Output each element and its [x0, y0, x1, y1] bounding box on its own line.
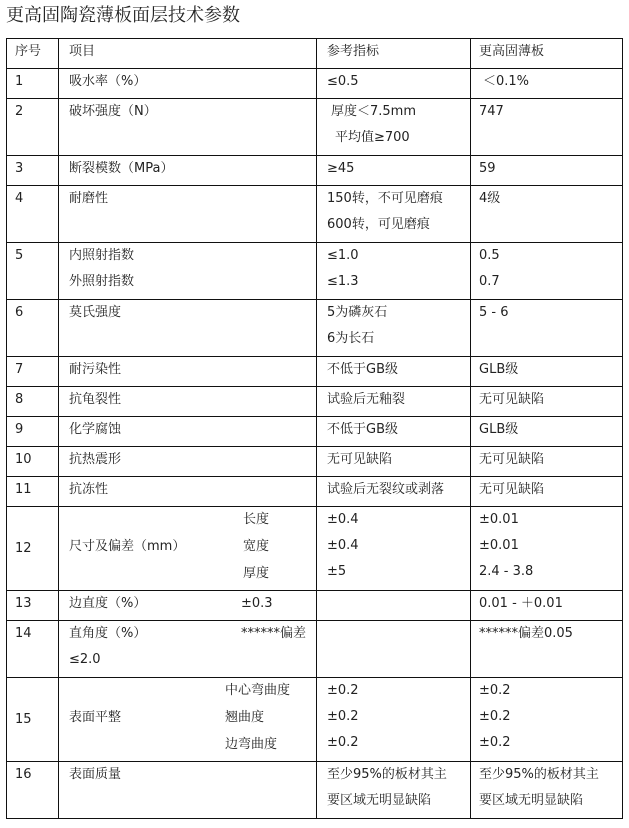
- row-ref: [317, 243, 471, 300]
- row-item: 抗冻性: [59, 477, 317, 507]
- row-value: 4级: [471, 186, 623, 243]
- row-item: 断裂模数（MPa）: [59, 156, 317, 186]
- row-value-line: 要区域无明显缺陷: [479, 793, 584, 808]
- row-item: 破坏强度（N）: [59, 99, 317, 156]
- row-no: 8: [7, 387, 59, 417]
- row-ref-line: 厚度＜7.5mm: [331, 104, 417, 119]
- table-row: [7, 387, 623, 417]
- row-item-line: 外照射指数: [69, 274, 135, 289]
- row-item: 表面质量: [59, 762, 317, 819]
- row-no: 5: [7, 243, 59, 300]
- row-item: [59, 678, 317, 762]
- row-ref: [317, 678, 471, 762]
- row-ref-empty: [317, 591, 471, 621]
- row-item-cont: ≤2.0: [69, 652, 101, 667]
- row-ref-empty: [317, 621, 471, 678]
- row-no: 1: [7, 69, 59, 99]
- row-no: 12: [7, 507, 59, 591]
- row-ref: ≤0.5: [317, 69, 471, 99]
- row-ref-line: 平均值≥700: [335, 130, 410, 145]
- row-item: [59, 243, 317, 300]
- row-item-label: 表面平整: [69, 710, 122, 725]
- row-item: 耐污染性: [59, 357, 317, 387]
- row-no: 4: [7, 186, 59, 243]
- header-reference: 参考指标: [317, 39, 471, 69]
- row-value: 无可见缺陷: [471, 447, 623, 477]
- row-sub-label: 中心弯曲度: [225, 683, 291, 698]
- row-no: 11: [7, 477, 59, 507]
- row-item: [59, 507, 317, 591]
- table-header-row: [7, 39, 623, 69]
- row-value: 59: [471, 156, 623, 186]
- table-row: [7, 156, 623, 186]
- row-ref-line: ±0.2: [327, 735, 359, 750]
- row-ref-line: ±0.2: [327, 709, 359, 724]
- row-sub-label: 厚度: [243, 566, 270, 581]
- row-ref: 不低于GB级: [317, 417, 471, 447]
- row-value-line: 至少95%的板材其主: [479, 767, 599, 782]
- row-ref-line: ±0.4: [327, 512, 359, 527]
- row-no: 13: [7, 591, 59, 621]
- row-ref-line: 6为长石: [327, 331, 375, 346]
- row-ref: 试验后无裂纹或剥落: [317, 477, 471, 507]
- row-no: 14: [7, 621, 59, 678]
- row-ref-line: 5为磷灰石: [327, 305, 388, 320]
- row-ref-line: 要区域无明显缺陷: [327, 793, 432, 808]
- row-item: 耐磨性: [59, 186, 317, 243]
- row-item: [59, 621, 317, 678]
- row-value: GLB级: [471, 357, 623, 387]
- row-value-text: ＜0.1%: [483, 74, 530, 89]
- row-ref-line: ≤1.0: [327, 248, 359, 263]
- row-ref-line: ±5: [327, 564, 347, 579]
- row-no: 15: [7, 678, 59, 762]
- row-value-line: 0.7: [479, 274, 500, 289]
- row-no: 3: [7, 156, 59, 186]
- row-value: [471, 507, 623, 591]
- row-item-label: 直角度（%）: [69, 626, 147, 641]
- row-value: 无可见缺陷: [471, 477, 623, 507]
- row-value-line: ±0.2: [479, 709, 511, 724]
- row-item-label: 边直度（%）: [69, 596, 147, 611]
- table-row: [7, 621, 623, 678]
- table-row: [7, 186, 623, 243]
- page-title: 更高固陶瓷薄板面层技术参数: [6, 5, 240, 26]
- table-row: [7, 357, 623, 387]
- row-ref-line: ±0.2: [327, 683, 359, 698]
- row-value: [471, 243, 623, 300]
- row-value: GLB级: [471, 417, 623, 447]
- table-row: [7, 678, 623, 762]
- row-item: 莫氏强度: [59, 300, 317, 357]
- table-row: [7, 69, 623, 99]
- row-no: 9: [7, 417, 59, 447]
- row-ref-line: ≤1.3: [327, 274, 359, 289]
- row-value: 无可见缺陷: [471, 387, 623, 417]
- row-item: 抗龟裂性: [59, 387, 317, 417]
- header-value: 更高固薄板: [471, 39, 623, 69]
- table-row: [7, 477, 623, 507]
- table-row: [7, 507, 623, 591]
- row-sub-label: 长度: [243, 512, 270, 527]
- row-ref-line: 600转，可见磨痕: [327, 217, 430, 232]
- row-no: 7: [7, 357, 59, 387]
- header-no: 序号: [7, 39, 59, 69]
- spec-table: [6, 38, 623, 819]
- table-row: [7, 591, 623, 621]
- row-value-line: ±0.2: [479, 683, 511, 698]
- row-no: 16: [7, 762, 59, 819]
- table-row: [7, 417, 623, 447]
- row-ref-line: 至少95%的板材其主: [327, 767, 447, 782]
- row-value: ******偏差0.05: [471, 621, 623, 678]
- row-ref-line: ±0.4: [327, 538, 359, 553]
- row-value: [471, 69, 623, 99]
- row-value-line: ±0.01: [479, 512, 519, 527]
- row-item-ref: ******偏差: [241, 626, 307, 641]
- row-value-line: 2.4 - 3.8: [479, 564, 534, 579]
- row-item: 吸水率（%）: [59, 69, 317, 99]
- row-item: 抗热震形: [59, 447, 317, 477]
- table-row: [7, 99, 623, 156]
- row-no: 10: [7, 447, 59, 477]
- row-item-line: 内照射指数: [69, 248, 135, 263]
- row-ref: [317, 99, 471, 156]
- row-value-line: 0.5: [479, 248, 500, 263]
- row-item-ref: ±0.3: [241, 596, 273, 611]
- table-row: [7, 243, 623, 300]
- row-ref: 不低于GB级: [317, 357, 471, 387]
- row-item: 化学腐蚀: [59, 417, 317, 447]
- row-sub-label: 宽度: [243, 539, 270, 554]
- table-row: [7, 447, 623, 477]
- row-value-line: ±0.2: [479, 735, 511, 750]
- row-value: 0.01 - ＋0.01: [471, 591, 623, 621]
- row-ref: 无可见缺陷: [317, 447, 471, 477]
- row-ref: [317, 507, 471, 591]
- row-ref-line: 150转，不可见磨痕: [327, 191, 443, 206]
- row-value: 5 - 6: [471, 300, 623, 357]
- row-item: [59, 591, 317, 621]
- row-ref: [317, 186, 471, 243]
- table-row: [7, 300, 623, 357]
- row-ref: 试验后无釉裂: [317, 387, 471, 417]
- row-sub-label: 翘曲度: [225, 710, 265, 725]
- row-item-label: 尺寸及偏差（mm）: [69, 539, 186, 554]
- row-ref: [317, 300, 471, 357]
- header-item: 项目: [59, 39, 317, 69]
- row-ref: [317, 762, 471, 819]
- row-ref: ≥45: [317, 156, 471, 186]
- row-value: 747: [471, 99, 623, 156]
- row-value: [471, 678, 623, 762]
- row-sub-label: 边弯曲度: [225, 737, 278, 752]
- row-no: 6: [7, 300, 59, 357]
- row-no: 2: [7, 99, 59, 156]
- row-value-line: ±0.01: [479, 538, 519, 553]
- table-row: [7, 762, 623, 819]
- row-value: [471, 762, 623, 819]
